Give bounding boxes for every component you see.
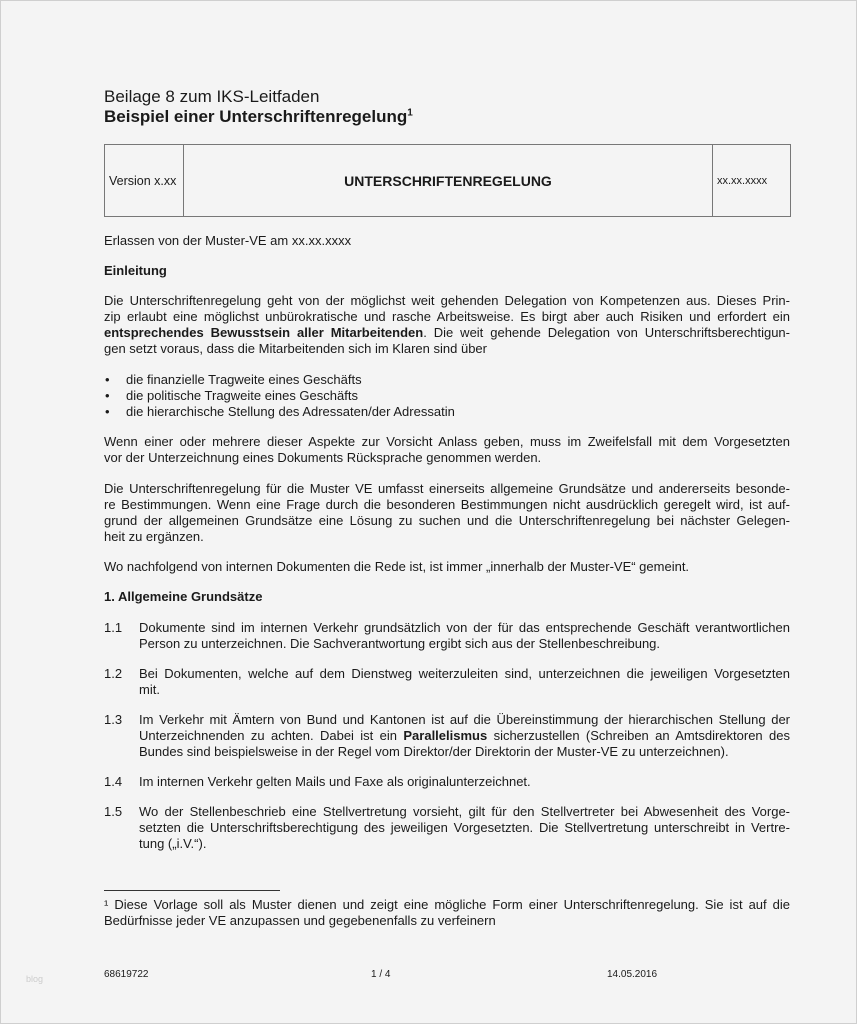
text-segment: sicherzustellen (Schreiben an Amtsdirektoren des bbox=[487, 728, 790, 743]
text-segment: Die Unterschriftenregelung für die Muster VE umfasst einerseits allgemeine Grundsätze und andererseits besonde- bbox=[104, 481, 790, 496]
bold-text: Parallelismus bbox=[403, 728, 488, 743]
item-number: 1.1 bbox=[104, 620, 123, 635]
text-line bbox=[139, 728, 790, 744]
bold-text: 1. Allgemeine Grundsätze bbox=[104, 589, 263, 604]
text-segment: Wenn einer oder mehrere dieser Aspekte zur Vorsicht Anlass geben, muss im Zweifelsfall mit dem Vorgesetzten bbox=[104, 434, 790, 449]
text-line bbox=[139, 744, 790, 760]
text-line bbox=[139, 820, 790, 836]
item-number: 1.5 bbox=[104, 804, 123, 819]
table-title-cell: UNTERSCHRIFTENREGELUNG bbox=[184, 145, 713, 217]
text-segment: Bundes sind beispielsweise in der Regel vom Direktor/der Direktorin der Muster-VE zu unterzeichnen). bbox=[139, 744, 729, 759]
text-line bbox=[139, 774, 790, 790]
text-segment: . Die weit gehende Delegation von Unterschriftsberechtigun- bbox=[423, 325, 790, 340]
text-line bbox=[139, 636, 790, 652]
text-segment: Wo der Stellenbeschrieb eine Stellvertretung vorsieht, gilt für den Stellvertreter bei Abwesenheit des Vorge- bbox=[139, 804, 790, 819]
text-line bbox=[139, 682, 790, 698]
text-line bbox=[104, 513, 790, 529]
text-line bbox=[104, 450, 790, 466]
bold-text: Einleitung bbox=[104, 263, 167, 278]
version-cell: Version x.xx bbox=[105, 145, 184, 217]
item-number: 1.4 bbox=[104, 774, 123, 789]
text-segment: re Bestimmungen. Wenn eine Frage durch die besonderen Bestimmungen nicht ausdrücklich geregelt wird, ist auf- bbox=[104, 497, 790, 512]
text-segment: Im internen Verkehr gelten Mails und Faxe als originalunterzeichnet. bbox=[139, 774, 531, 789]
text-segment: die finanzielle Tragweite eines Geschäfts bbox=[126, 372, 362, 387]
text-segment: die hierarchische Stellung des Adressaten/der Adressatin bbox=[126, 404, 455, 419]
text-line bbox=[104, 529, 790, 545]
text-line bbox=[104, 309, 790, 325]
text-segment: mit. bbox=[139, 682, 160, 697]
footer-doc-id: 68619722 bbox=[104, 969, 149, 980]
footnote-divider bbox=[104, 890, 280, 891]
text-line bbox=[104, 293, 790, 309]
text-line bbox=[126, 404, 790, 420]
footer-date: 14.05.2016 bbox=[607, 969, 658, 980]
text-segment: Wo nachfolgend von internen Dokumenten die Rede ist, ist immer „innerhalb der Muster-VE“ gemeint. bbox=[104, 559, 690, 574]
text-segment: Unterzeichnenden zu achten. Dabei ist ein bbox=[139, 728, 404, 743]
watermark: blog bbox=[26, 974, 44, 984]
bullet-icon: • bbox=[105, 404, 110, 419]
text-line bbox=[104, 434, 790, 450]
text-line bbox=[126, 388, 790, 404]
text-line bbox=[104, 481, 790, 497]
text-segment: Im Verkehr mit Ämtern von Bund und Kantonen ist auf die Übereinstimmung der hierarchischen Stellung der bbox=[139, 712, 790, 727]
text-line bbox=[104, 897, 790, 913]
text-segment: Die Unterschriftenregelung geht von der möglichst weit gehenden Delegation von Kompetenzen aus. Dieses Prin- bbox=[104, 293, 790, 308]
text-segment: Bei Dokumenten, welche auf dem Dienstweg weiterzuleiten sind, unterzeichnen die jeweiligen Vorgesetzten bbox=[139, 666, 790, 681]
date-cell: xx.xx.xxxx bbox=[713, 145, 791, 217]
footer-page-number: 1 / 4 bbox=[371, 969, 391, 980]
item-number: 1.2 bbox=[104, 666, 123, 681]
text-line bbox=[104, 589, 790, 605]
text-segment: ¹ Diese Vorlage soll als Muster dienen und zeigt eine mögliche Form einer Unterschriftenregelung. Sie ist auf die bbox=[104, 897, 790, 912]
text-line bbox=[104, 263, 790, 279]
text-line bbox=[139, 620, 790, 636]
text-line bbox=[139, 712, 790, 728]
text-line bbox=[104, 325, 790, 341]
text-line bbox=[104, 341, 790, 357]
bullet-icon: • bbox=[105, 372, 110, 387]
text-segment: Erlassen von der Muster-VE am xx.xx.xxxx bbox=[104, 233, 352, 248]
title-text: Beispiel einer Unterschriftenregelung bbox=[104, 107, 408, 126]
text-segment: grund der allgemeinen Grundsätze eine Lösung zu suchen und die Unterschriftenregelung bei nächster Gelegen- bbox=[104, 513, 790, 528]
text-segment: tung („i.V.“). bbox=[139, 836, 207, 851]
text-segment: vor der Unterzeichnung eines Dokuments Rücksprache genommen werden. bbox=[104, 450, 542, 465]
footnote-ref: 1 bbox=[407, 107, 413, 119]
bold-text: entsprechendes Bewusstsein aller Mitarbeitenden bbox=[104, 325, 424, 340]
text-segment: Bedürfnisse jeder VE anzupassen und gegebenenfalls zu verfeinern bbox=[104, 913, 496, 928]
text-line bbox=[126, 372, 790, 388]
text-line bbox=[139, 836, 790, 852]
text-line bbox=[104, 233, 790, 249]
document-title bbox=[104, 107, 413, 127]
text-line bbox=[104, 559, 790, 575]
bullet-icon: • bbox=[105, 388, 110, 403]
text-line bbox=[104, 497, 790, 513]
text-segment: gen setzt voraus, dass die Mitarbeitenden sich im Klaren sind über bbox=[104, 341, 487, 356]
text-segment: zip erlaubt eine möglichst unbürokratische und rasche Arbeitsweise. Es birgt aber auch Risiken und erfordert ein bbox=[104, 309, 790, 324]
text-segment: setzten die Unterschriftsberechtigung des jeweiligen Vorgesetzten. Die Stellvertretung unterschreibt in Vertre- bbox=[139, 820, 790, 835]
text-segment: heit zu ergänzen. bbox=[104, 529, 204, 544]
text-segment: Person zu unterzeichnen. Die Sachverantwortung ergibt sich aus der Stellenbeschreibung. bbox=[139, 636, 661, 651]
item-number: 1.3 bbox=[104, 712, 123, 727]
text-line bbox=[139, 666, 790, 682]
text-segment: die politische Tragweite eines Geschäfts bbox=[126, 388, 358, 403]
text-line bbox=[104, 913, 790, 929]
text-segment: Dokumente sind im internen Verkehr grundsätzlich von der für das entsprechende Geschäft verantwortlichen bbox=[139, 620, 790, 635]
header-table bbox=[104, 144, 791, 217]
document-subtitle: Beilage 8 zum IKS-Leitfaden bbox=[104, 87, 320, 106]
text-line bbox=[139, 804, 790, 820]
